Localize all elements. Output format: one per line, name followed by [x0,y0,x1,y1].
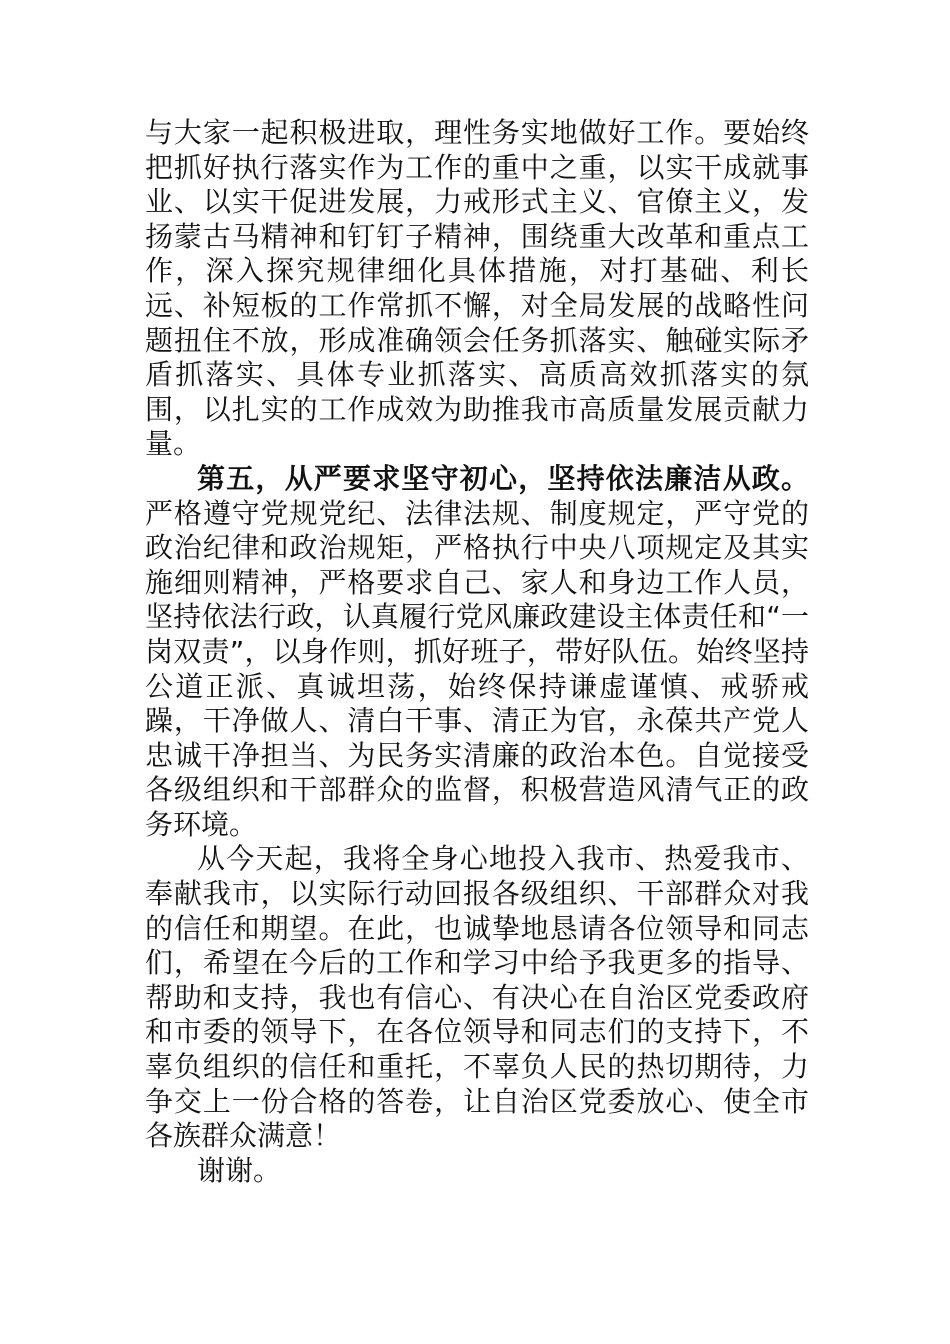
paragraph-commitment: 从今天起，我将全身心地投入我市、热爱我市、奉献我市，以实际行动回报各级组织、干部群众对我的信任和期望。在此，也诚挚地恳请各位领导和同志们，希望在今后的工作和学习中给予我更多的指导、帮助和支持，我也有信心、有决心在自治区党委政府和市委的领导下，在各位领导和同志们的支持下，不辜负组织的信任和重托，不辜负人民的热切期待，力争交上一份合格的答卷，让自治区党委放心、使全市各族群众满意！ [145,842,809,1153]
paragraph-lead-heading: 第五，从严要求坚守初心，坚持依法廉洁从政。 [197,461,809,495]
paragraph-fifth-point [145,462,809,843]
paragraph-fifth-body: 严格遵守党规党纪、法律法规、制度规定，严守党的政治纪律和政治规矩，严格执行中央八项规定及其实施细则精神，严格要求自己、家人和身边工作人员，坚持依法行政，认真履行党风廉政建设主体责任和“一岗双责”，以身作则，抓好班子，带好队伍。始终坚持公道正派、真诚坦荡，始终保持谦虚谨慎、戒骄戒躁，干净做人、清白干事、清正为官，永葆共产党人忠诚干净担当、为民务实清廉的政治本色。自觉接受各级组织和干部群众的监督，积极营造风清气正的政务环境。 [145,496,809,841]
paragraph-thanks: 谢谢。 [197,1153,282,1187]
paragraph-work-implementation: 与大家一起积极进取，理性务实地做好工作。要始终把抓好执行落实作为工作的重中之重，以实干成就事业、以实干促进发展，力戒形式主义、官僚主义，发扬蒙古马精神和钉钉子精神，围绕重大改革和重点工作，深入探究规律细化具体措施，对打基础、利长远、补短板的工作常抓不懈，对全局发展的战略性问题扭住不放，形成准确领会任务抓落实、触碰实际矛盾抓落实、具体专业抓落实、高质高效抓落实的氛围，以扎实的工作成效为助推我市高质量发展贡献力量。 [145,116,809,461]
document-body [145,116,809,1188]
